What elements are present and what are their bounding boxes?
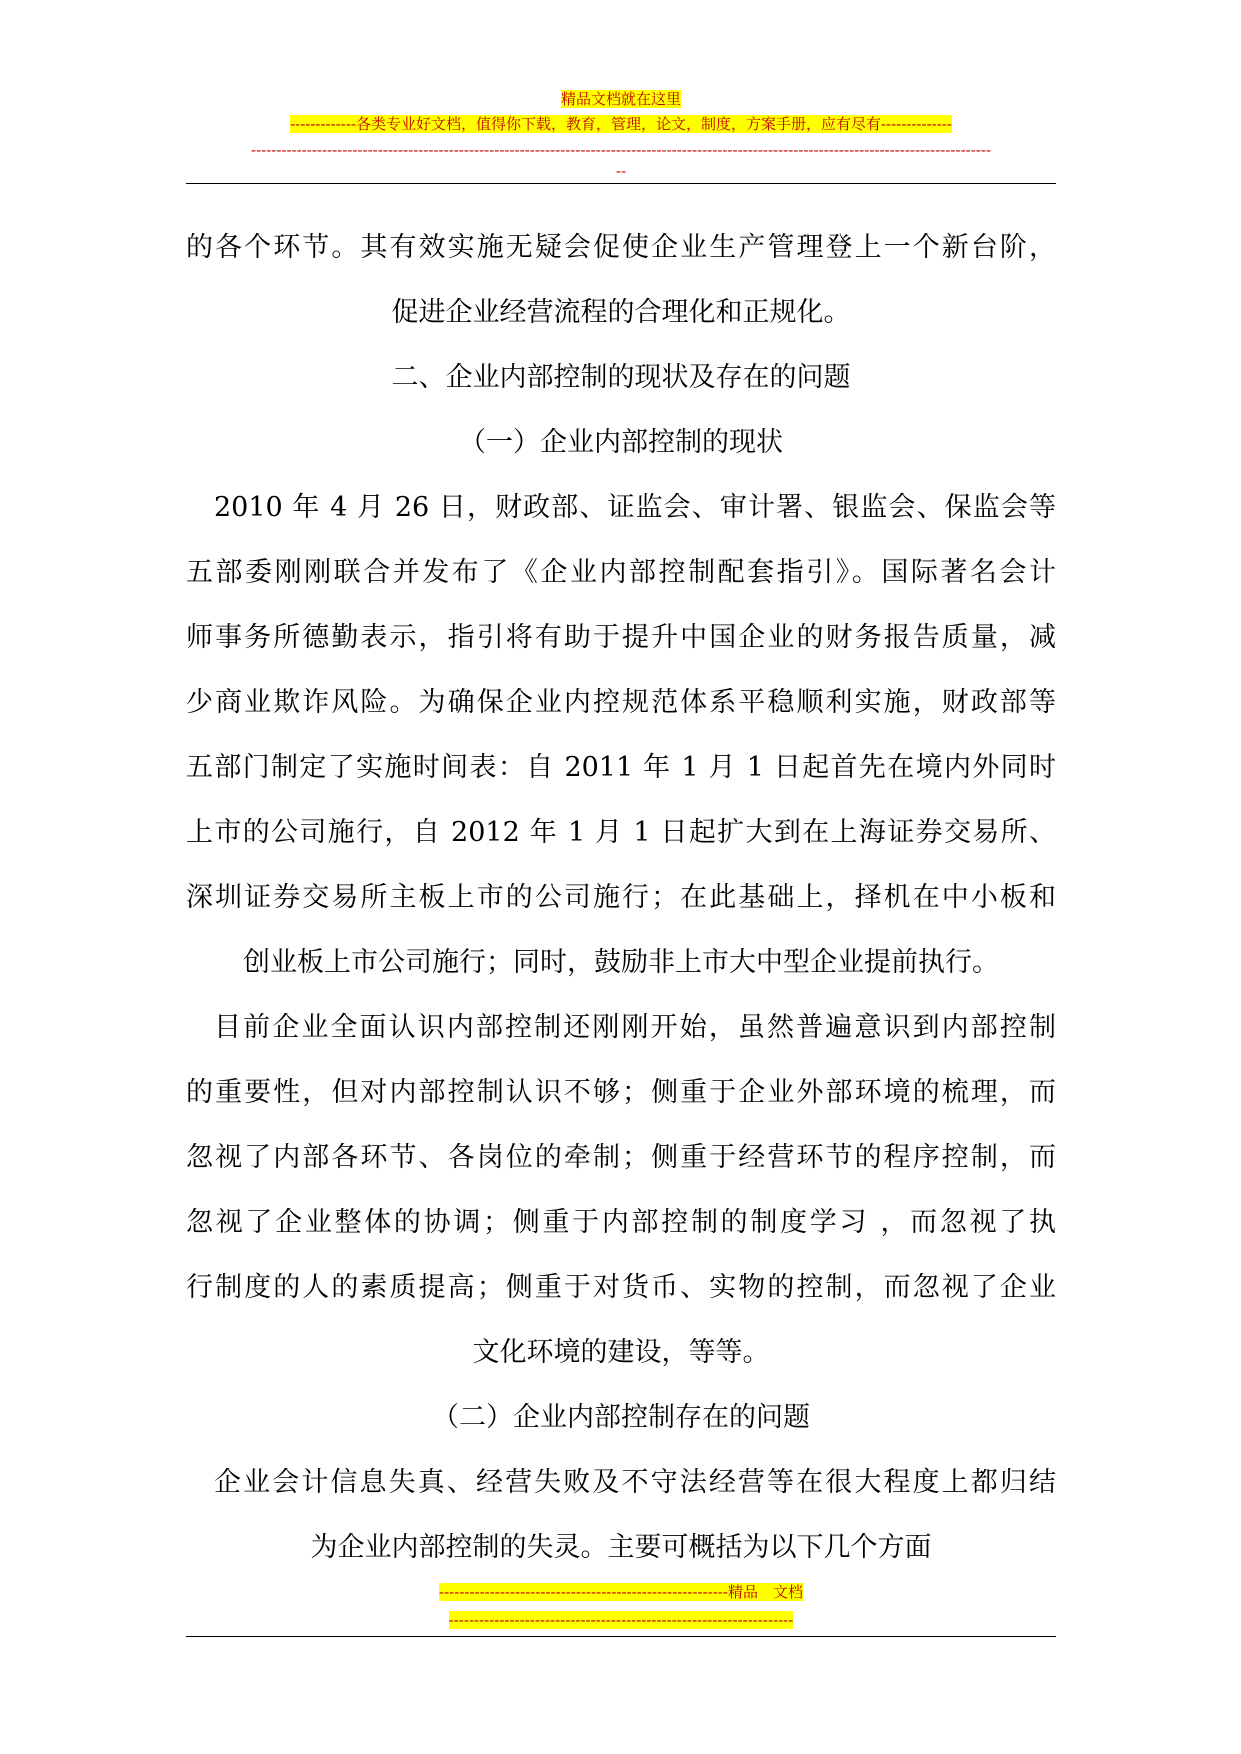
header-title: 精品文档就在这里 (560, 90, 681, 108)
section-heading: 二、企业内部控制的现状及存在的问题 (391, 362, 851, 393)
body-line: 行制度的人的素质提高；侧重于对货币、实物的控制，而忽视了企业 (186, 1272, 1056, 1303)
header-dash-line-end: -- (615, 162, 627, 180)
subsection-heading: （二）企业内部控制存在的问题 (432, 1402, 810, 1433)
body-line: 五部门制定了实施时间表：自 2011 年 1 月 1 日起首先在境内外同时 (186, 752, 1056, 783)
body-line: 为企业内部控制的失灵。主要可概括为以下几个方面 (310, 1532, 932, 1563)
body-line: 创业板上市公司施行；同时，鼓励非上市大中型企业提前执行。 (243, 947, 999, 978)
body-line: 上市的公司施行，自 2012 年 1 月 1 日起扩大到在上海证券交易所、 (186, 817, 1056, 848)
header-rule (186, 183, 1056, 184)
body-line: 的各个环节。其有效实施无疑会促使企业生产管理登上一个新台阶， (186, 232, 1056, 263)
subsection-heading: （一）企业内部控制的现状 (459, 427, 783, 458)
body-line: 五部委刚刚联合并发布了《企业内部控制配套指引》。国际著名会计 (186, 557, 1056, 588)
header-tagline: -------------各类专业好文档，值得你下载，教育，管理，论文，制度，方案手册，应有尽有-------------- (290, 115, 952, 133)
header-dash-line: -------------------------------------------------------------------------------------------------------------------------------------------------- (251, 141, 991, 159)
body-line: 目前企业全面认识内部控制还刚刚开始，虽然普遍意识到内部控制 (214, 1012, 1056, 1043)
footer-line: ---------------------------------------------------------精品 文档 (439, 1583, 803, 1601)
body-line: 深圳证券交易所主板上市的公司施行；在此基础上，择机在中小板和 (186, 882, 1056, 913)
footer-rule (186, 1636, 1056, 1637)
body-line: 少商业欺诈风险。为确保企业内控规范体系平稳顺利实施，财政部等 (186, 687, 1056, 718)
body-line: 的重要性，但对内部控制认识不够；侧重于企业外部环境的梳理，而 (186, 1077, 1056, 1108)
body-line: 师事务所德勤表示，指引将有助于提升中国企业的财务报告质量，减 (186, 622, 1056, 653)
body-line: 文化环境的建设，等等。 (472, 1337, 770, 1368)
body-line: 2010 年 4 月 26 日，财政部、证监会、审计署、银监会、保监会等 (214, 492, 1056, 523)
body-line: 忽视了企业整体的协调；侧重于内部控制的制度学习 ，而忽视了执 (186, 1207, 1056, 1238)
body-line: 促进企业经营流程的合理化和正规化。 (391, 297, 851, 328)
footer-dash-line: -------------------------------------------------------------------- (448, 1611, 794, 1629)
body-line: 忽视了内部各环节、各岗位的牵制；侧重于经营环节的程序控制，而 (186, 1142, 1056, 1173)
body-line: 企业会计信息失真、经营失败及不守法经营等在很大程度上都归结 (214, 1467, 1056, 1498)
